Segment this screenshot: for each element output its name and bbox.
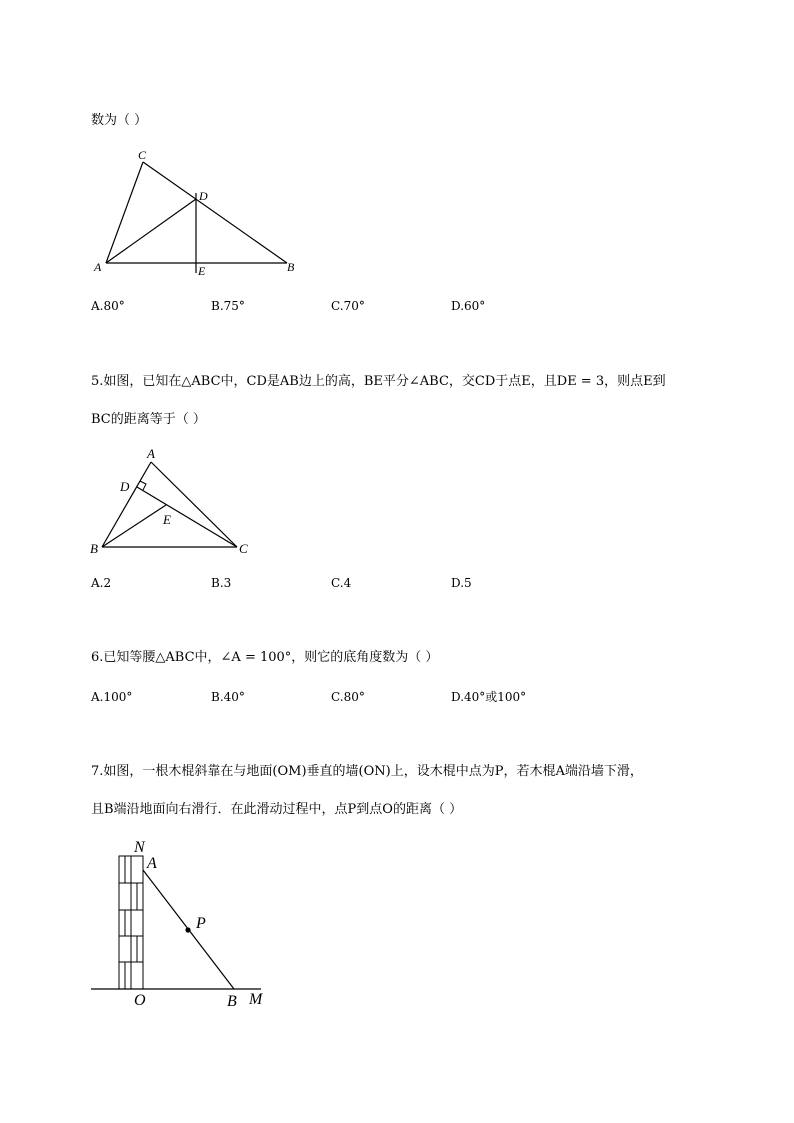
q4-label-a: A <box>94 260 102 274</box>
q4-option-c[interactable]: C.70° <box>331 299 365 313</box>
q5-side-ac <box>151 462 237 547</box>
q5-label-a: A <box>147 446 155 461</box>
q4-option-a[interactable]: A.80° <box>91 299 125 313</box>
q7-stem-line2: 且B端沿地面向右滑行．在此滑动过程中，点P到点O的距离（ ） <box>91 802 463 817</box>
q6-option-b[interactable]: B.40° <box>211 690 245 704</box>
q7-stem-line1: 7.如图，一根木棍斜靠在与地面(OM)垂直的墙(ON)上，设木棍中点为P，若木棍A端沿墙下滑， <box>91 764 643 779</box>
q7-brick-wall <box>119 856 143 989</box>
q4-option-d[interactable]: D.60° <box>451 299 486 313</box>
q6-stem-line1: 6.已知等腰△ABC中，∠A = 100°，则它的底角度数为（ ） <box>91 650 439 665</box>
q5-label-d: D <box>120 479 130 494</box>
q5-label-e: E <box>163 512 171 527</box>
q7-label-o: O <box>134 992 146 1009</box>
q5-side-ab <box>102 462 151 547</box>
q5-label-c: C <box>239 541 248 556</box>
q6-option-c[interactable]: C.80° <box>331 690 365 704</box>
q5-option-a[interactable]: A.2 <box>91 576 112 590</box>
q5-triangle-figure <box>85 440 265 560</box>
q4-label-e: E <box>198 264 206 278</box>
q5-option-d[interactable]: D.5 <box>451 576 472 590</box>
q5-bisector-be <box>102 505 166 547</box>
q4-segment-ad <box>106 199 196 263</box>
q6-option-d[interactable]: D.40°或100° <box>451 690 527 704</box>
q4-triangle-figure <box>85 145 305 280</box>
q7-midpoint-p <box>185 927 190 932</box>
q6-option-a[interactable]: A.100° <box>91 690 133 704</box>
q4-label-b: B <box>287 260 295 274</box>
q5-label-b: B <box>90 541 98 556</box>
q4-stem-tail: 数为（ ） <box>91 113 148 128</box>
q4-option-b[interactable]: B.75° <box>211 299 245 313</box>
q4-side-cb <box>143 162 287 263</box>
q7-label-b: B <box>227 993 237 1010</box>
q7-ladder-figure <box>85 832 285 1017</box>
q5-option-c[interactable]: C.4 <box>331 576 352 590</box>
q7-label-p: P <box>196 915 206 932</box>
q4-side-ca <box>106 162 143 263</box>
q7-label-m: M <box>249 991 263 1008</box>
q4-label-d: D <box>199 189 208 203</box>
q7-label-n: N <box>134 839 145 856</box>
q4-label-c: C <box>138 148 147 162</box>
q5-option-b[interactable]: B.3 <box>211 576 232 590</box>
q5-stem-line1: 5.如图，已知在△ABC中，CD是AB边上的高，BE平分∠ABC，交CD于点E，且DE = 3，则点E到 <box>91 374 666 389</box>
q7-label-a: A <box>147 855 157 872</box>
q5-altitude-cd <box>137 487 237 547</box>
q5-stem-line2: BC的距离等于（ ） <box>91 412 206 427</box>
